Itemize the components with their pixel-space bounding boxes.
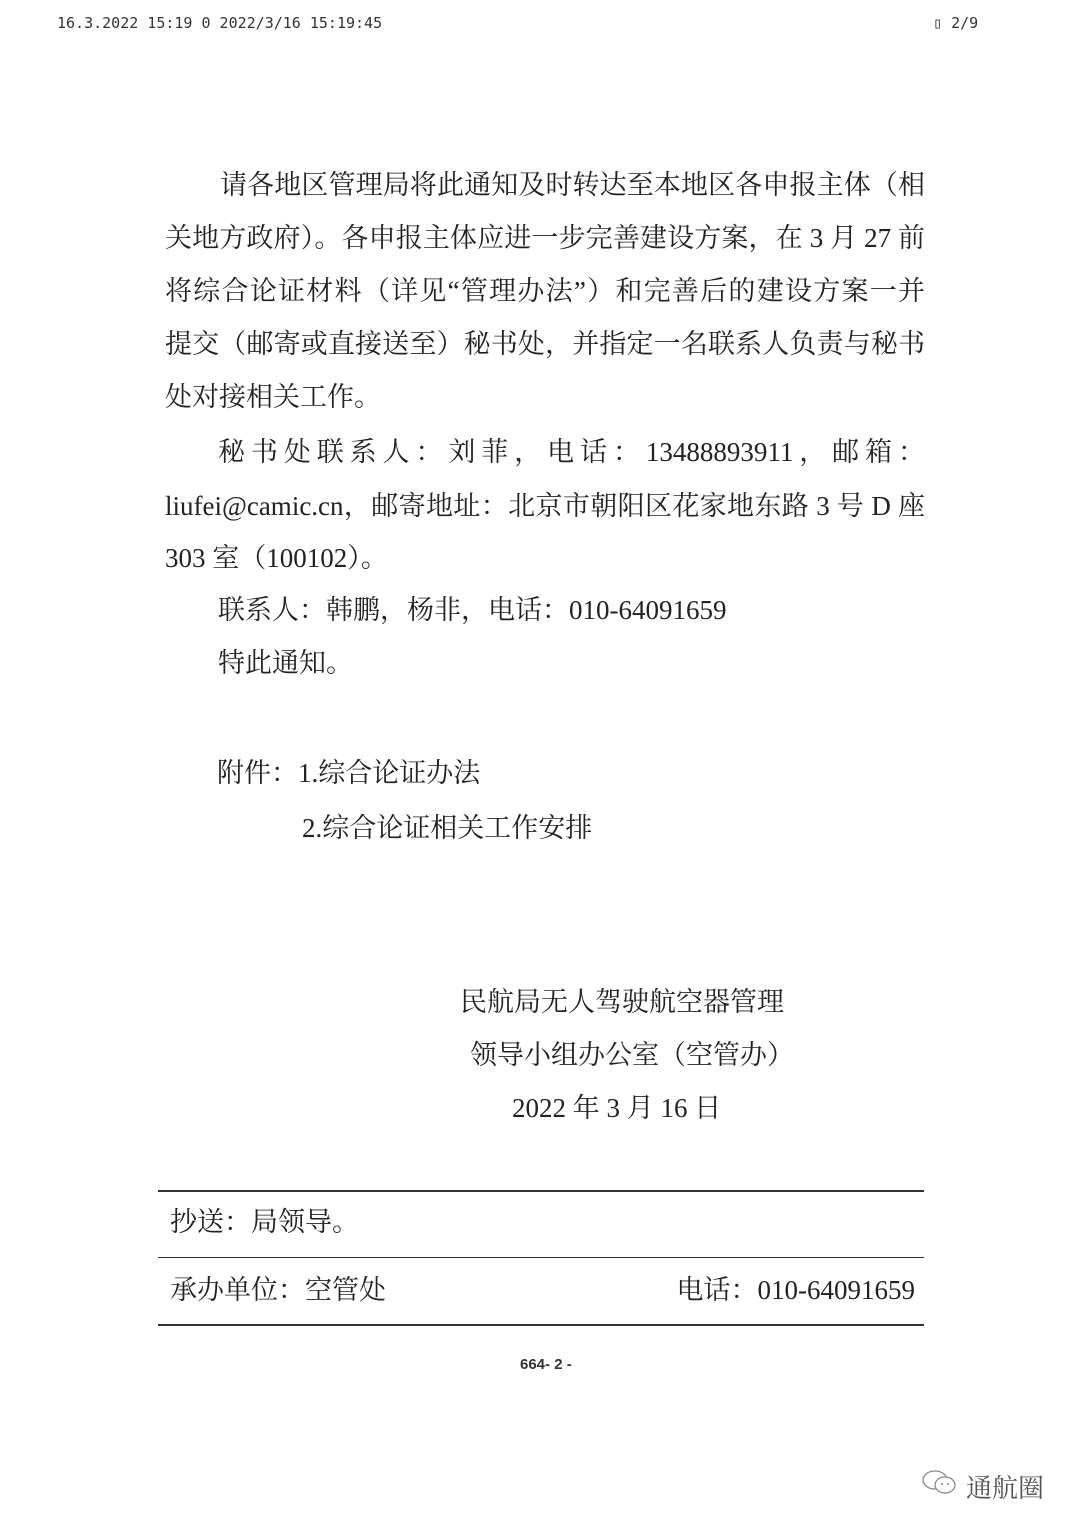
signature-org-line1: 民航局无人驾驶航空器管理 (460, 987, 784, 1017)
signature-org-line2: 领导小组办公室（空管办） (470, 1040, 794, 1070)
phone-line: 电话：010-64091659 (676, 1275, 915, 1305)
divider (158, 1190, 924, 1192)
fax-page-number: 2/9 (951, 14, 979, 32)
body-line: 秘书处联系人：刘菲，电话：13488893911，邮箱： (218, 437, 925, 467)
body-line: 请各地区管理局将此通知及时转达至本地区各申报主体（相 (220, 170, 925, 200)
body-line: 提交（邮寄或直接送至）秘书处，并指定一名联系人负责与秘书 (165, 329, 925, 359)
document-icon: ▯ (933, 14, 943, 32)
page-number: 664- 2 - (520, 1356, 572, 1373)
wechat-icon (920, 1468, 960, 1505)
fax-page-indicator (933, 14, 978, 32)
dept-line: 承办单位：空管处 (170, 1275, 386, 1305)
attachment-label: 附件： (217, 758, 298, 788)
attachment-item: 2.综合论证相关工作安排 (302, 813, 593, 843)
watermark (920, 1468, 1044, 1505)
closing-line: 特此通知。 (218, 648, 353, 678)
body-line: 关地方政府）。各申报主体应进一步完善建设方案，在 3 月 27 前 (165, 223, 925, 253)
body-line: 303 室（100102）。 (165, 543, 388, 573)
attachment-row (217, 755, 480, 791)
divider (158, 1257, 924, 1258)
contact-line: 联系人：韩鹏，杨非，电话：010-64091659 (218, 595, 727, 625)
body-line: 将综合论证材料（详见“管理办法”）和完善后的建设方案一并 (165, 276, 925, 306)
cc-line: 抄送：局领导。 (170, 1207, 359, 1237)
attachment-item: 1.综合论证办法 (298, 758, 481, 788)
watermark-text: 通航圈 (966, 1474, 1045, 1504)
body-line: 处对接相关工作。 (165, 382, 381, 412)
divider (158, 1324, 924, 1326)
body-line: liufei@camic.cn，邮寄地址：北京市朝阳区花家地东路 3 号 D 座 (165, 491, 925, 521)
fax-header-text: 16.3.2022 15:19 0 2022/3/16 15:19:45 (57, 14, 383, 32)
signature-date: 2022 年 3 月 16 日 (512, 1093, 722, 1123)
